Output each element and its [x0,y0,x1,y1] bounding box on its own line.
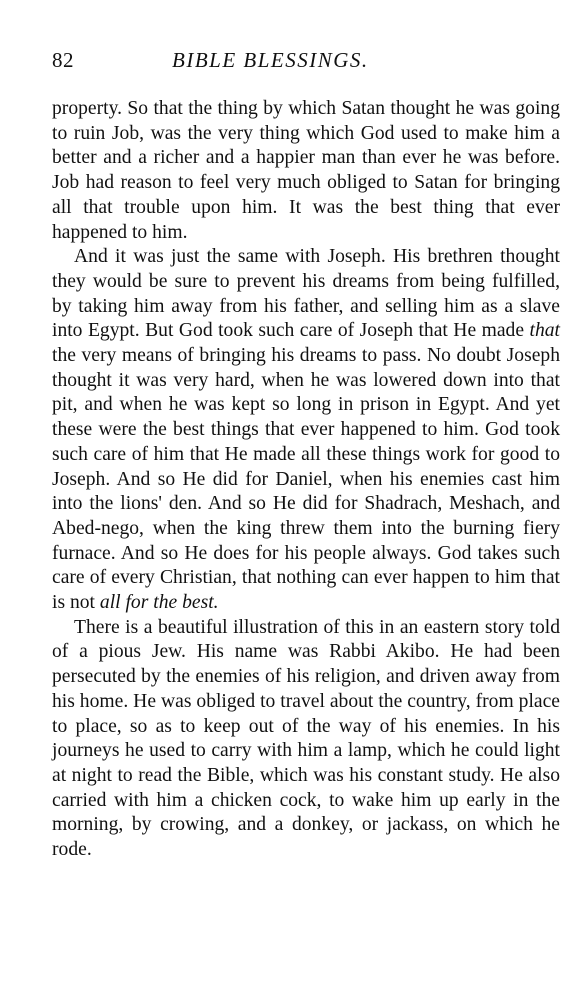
running-head [52,48,560,78]
running-title: BIBLE BLESSINGS. [172,48,369,72]
italic-run: that [529,320,560,342]
text-run: the very means of bringing his dreams to pass. No doubt Joseph thought it was very hard, when he was lowered down into that pit, and when he was kept so long in prison in Egypt. And yet these were the best things that ever happened to him. God took such care of him that He made all these things work for good to Joseph. And so He did for Daniel, when his enemies cast him into the lions' den. And so He did for Shadrach, Meshach, and Abed-nego, when the king threw them into the burning fiery furnace. And so He does for his people always. God takes such care of every Christian, that nothing can ever happen to him that is not [52,345,560,614]
text-run: property. So that the thing by which Satan thought he was going to ruin Job, was the very thing which God used to make him a better and a richer and a happier man than ever he was before. Job had reason to feel very much obliged to Satan for bringing all that trouble upon him. It was the best thing that ever happened to him. [52,98,560,243]
page-number: 82 [52,48,74,72]
body-text [52,97,560,863]
text-run: There is a beautiful illustration of this in an eastern story told of a pious Jew. His name was Rabbi Akibo. He had been persecuted by the enemies of his religion, and driven away from his home. He was obliged to travel about the country, from place to place, so as to keep out of the way of his enemies. In his journeys he used to carry with him a lamp, which he could light at night to read the Bible, which was his constant study. He also carried with him a chicken cock, to wake him up early in the morning, by crowing, and a donkey, or jackass, on which he rode. [52,616,560,861]
paragraph-joseph [52,245,560,616]
italic-run: all for the best. [99,592,219,614]
text-run: And it was just the same with Joseph. His brethren thought they would be sure to prevent his dreams from being fulfilled, by taking him away from his father, and selling him as a slave into Egypt. But God took such care of Joseph that He made [52,246,560,342]
paragraph-rabbi-akibo [52,616,560,863]
paragraph-continuation [52,97,560,245]
book-page [52,48,560,863]
